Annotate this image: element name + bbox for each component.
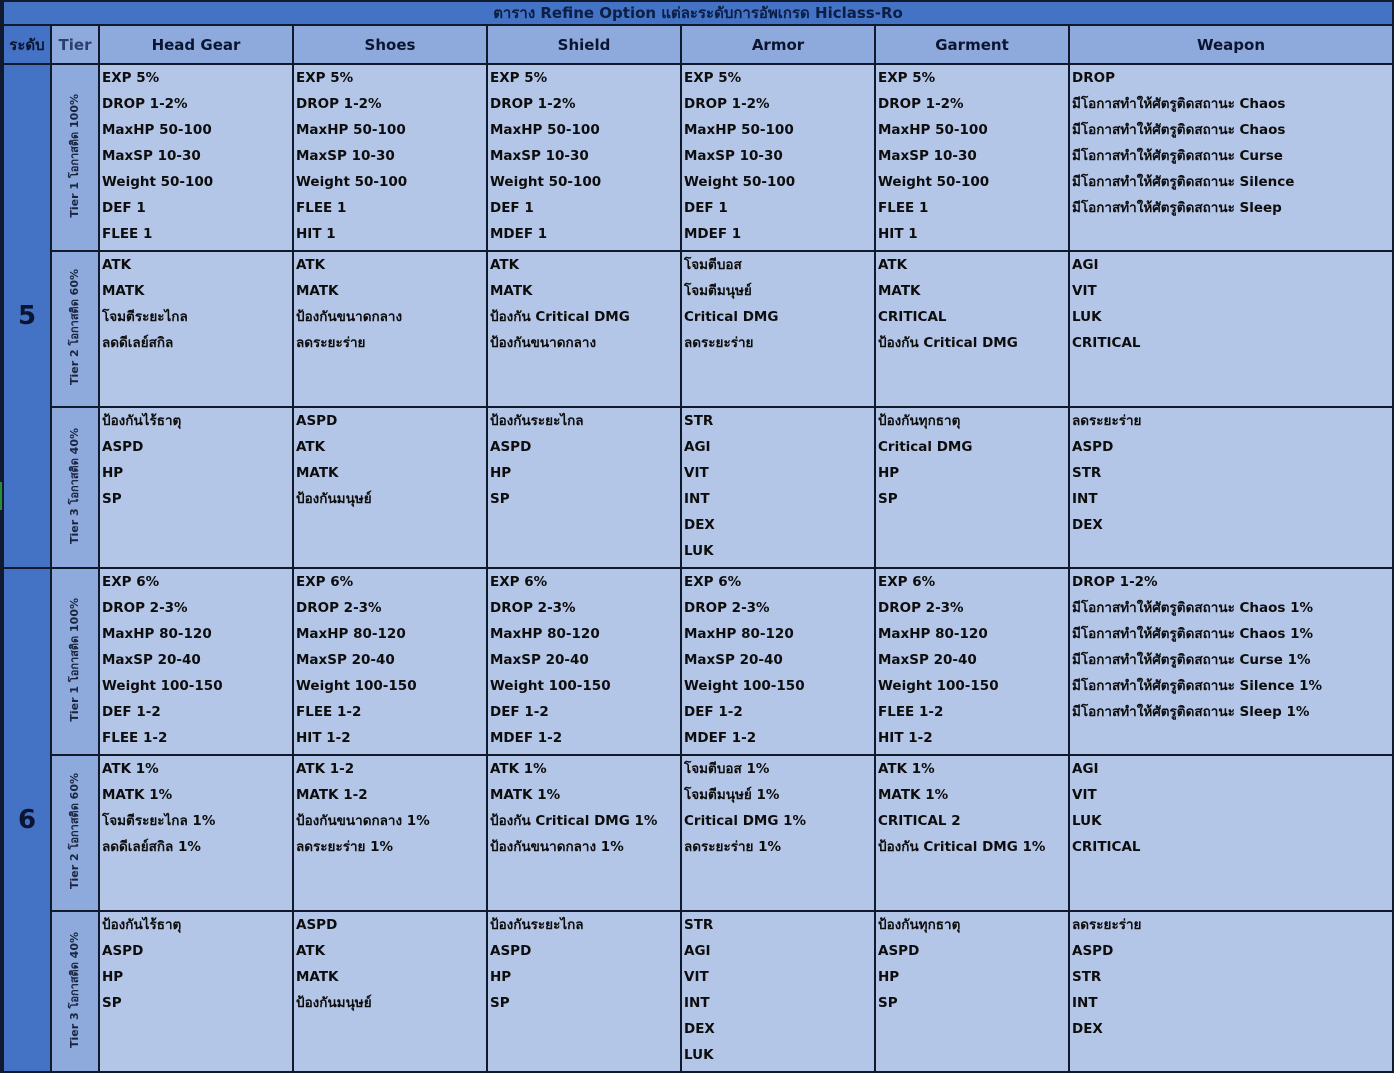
option-item: MaxSP 10-30 xyxy=(684,148,783,164)
option-item: MaxSP 20-40 xyxy=(684,652,783,668)
cell-head-gear xyxy=(99,568,293,755)
tier-row xyxy=(3,407,1393,568)
option-item: Weight 100-150 xyxy=(684,678,805,694)
option-item: ป้องกันทุกธาตุ xyxy=(878,917,961,933)
option-item: DROP 1-2% xyxy=(102,96,188,112)
option-item: LUK xyxy=(1072,309,1102,325)
cell-shoes xyxy=(293,407,487,568)
option-item: LUK xyxy=(1072,813,1102,829)
option-item: ATK xyxy=(490,257,520,273)
header-shield: Shield xyxy=(487,25,681,64)
option-list xyxy=(1070,569,1392,728)
option-item: MATK xyxy=(296,465,339,481)
cell-armor xyxy=(681,755,875,911)
option-item: Weight 100-150 xyxy=(102,678,223,694)
tier-label-cell xyxy=(51,911,99,1072)
option-item: ASPD xyxy=(296,917,338,933)
option-item: FLEE 1 xyxy=(296,200,347,216)
option-item: HP xyxy=(102,969,124,985)
option-item: ป้องกันทุกธาตุ xyxy=(878,413,961,429)
option-item: Critical DMG xyxy=(878,439,973,455)
option-item: DEX xyxy=(684,517,715,533)
option-list xyxy=(100,252,292,359)
option-item: EXP 6% xyxy=(102,574,160,590)
option-list xyxy=(294,65,486,250)
option-item: DROP 2-3% xyxy=(684,600,770,616)
option-item: DROP 1-2% xyxy=(1072,574,1158,590)
header-weapon: Weapon xyxy=(1069,25,1393,64)
option-list xyxy=(294,252,486,359)
option-item: MATK xyxy=(878,283,921,299)
option-item: MaxSP 10-30 xyxy=(490,148,589,164)
option-item: ASPD xyxy=(490,439,532,455)
option-list xyxy=(876,252,1068,359)
option-list xyxy=(488,912,680,1019)
cell-armor xyxy=(681,407,875,568)
option-item: DROP 2-3% xyxy=(490,600,576,616)
option-item: MATK xyxy=(490,283,533,299)
option-item: Weight 100-150 xyxy=(296,678,417,694)
option-list xyxy=(1070,756,1392,863)
option-item: MaxHP 80-120 xyxy=(296,626,406,642)
option-item: VIT xyxy=(1072,787,1097,803)
option-item: EXP 5% xyxy=(684,70,742,86)
option-list xyxy=(1070,408,1392,541)
option-item: LUK xyxy=(684,543,714,559)
option-item: มีโอกาสทำให้ศัตรูติดสถานะ Chaos xyxy=(1072,96,1286,112)
option-item: VIT xyxy=(684,969,709,985)
option-list xyxy=(100,569,292,754)
cell-garment xyxy=(875,568,1069,755)
option-item: DROP 2-3% xyxy=(102,600,188,616)
option-item: โจมตีระยะไกล xyxy=(102,309,188,325)
option-item: ATK 1% xyxy=(490,761,547,777)
tier-row xyxy=(3,251,1393,407)
option-item: MaxSP 10-30 xyxy=(878,148,977,164)
option-item: SP xyxy=(102,995,122,1011)
tier-row xyxy=(3,64,1393,251)
option-item: DROP xyxy=(1072,70,1115,86)
option-item: โจมตีบอส xyxy=(684,257,742,273)
option-item: ลดระยะร่าย xyxy=(1072,917,1142,933)
option-item: Weight 100-150 xyxy=(878,678,999,694)
table-title: ตาราง Refine Option แต่ละระดับการอัพเกรด Hiclass-Ro xyxy=(3,1,1393,25)
option-item: HP xyxy=(102,465,124,481)
option-item: FLEE 1-2 xyxy=(878,704,944,720)
option-item: HIT 1 xyxy=(878,226,918,242)
option-item: DEF 1 xyxy=(684,200,728,216)
option-item: DEF 1 xyxy=(102,200,146,216)
option-item: FLEE 1-2 xyxy=(102,730,168,746)
cell-garment xyxy=(875,407,1069,568)
option-item: EXP 6% xyxy=(684,574,742,590)
option-item: ลดระยะร่าย xyxy=(296,335,366,351)
cell-weapon xyxy=(1069,755,1393,911)
option-item: ป้องกันขนาดกลาง xyxy=(296,309,403,325)
option-list xyxy=(294,756,486,863)
option-item: ลดระยะร่าย xyxy=(1072,413,1142,429)
tier-label: Tier 3 โอกาสติด 40% xyxy=(68,427,81,544)
option-item: ป้องกันระยะไกล xyxy=(490,917,584,933)
option-item: ป้องกัน Critical DMG 1% xyxy=(878,839,1046,855)
option-item: ASPD xyxy=(1072,439,1114,455)
option-item: MATK 1% xyxy=(102,787,173,803)
option-item: DEX xyxy=(684,1021,715,1037)
option-list xyxy=(1070,252,1392,359)
cell-weapon xyxy=(1069,251,1393,407)
option-item: Weight 50-100 xyxy=(878,174,990,190)
option-item: มีโอกาสทำให้ศัตรูติดสถานะ Silence xyxy=(1072,174,1295,190)
option-item: SP xyxy=(878,995,898,1011)
option-item: Weight 50-100 xyxy=(102,174,214,190)
cell-shield xyxy=(487,911,681,1072)
option-item: CRITICAL 2 xyxy=(878,813,961,829)
option-item: FLEE 1 xyxy=(878,200,929,216)
option-item: ลดดีเลย์สกิล xyxy=(102,335,174,351)
option-item: SP xyxy=(878,491,898,507)
option-item: MaxHP 50-100 xyxy=(296,122,406,138)
option-item: EXP 6% xyxy=(490,574,548,590)
option-item: ATK 1-2 xyxy=(296,761,355,777)
option-list xyxy=(682,756,874,863)
option-item: Weight 50-100 xyxy=(296,174,408,190)
header-head-gear: Head Gear xyxy=(99,25,293,64)
tier-label-cell xyxy=(51,251,99,407)
option-item: DEX xyxy=(1072,517,1103,533)
cell-shield xyxy=(487,755,681,911)
cell-head-gear xyxy=(99,407,293,568)
option-item: HP xyxy=(878,465,900,481)
option-item: ATK 1% xyxy=(102,761,159,777)
option-item: MDEF 1-2 xyxy=(490,730,563,746)
option-item: ASPD xyxy=(490,943,532,959)
option-item: VIT xyxy=(684,465,709,481)
option-item: SP xyxy=(490,491,510,507)
header-armor: Armor xyxy=(681,25,875,64)
option-item: ATK xyxy=(878,257,908,273)
option-item: FLEE 1 xyxy=(102,226,153,242)
tier-label-cell xyxy=(51,568,99,755)
option-item: STR xyxy=(684,917,714,933)
option-item: HP xyxy=(490,969,512,985)
option-item: ป้องกันไร้ธาตุ xyxy=(102,413,182,429)
option-list xyxy=(294,912,486,1019)
option-item: DEF 1-2 xyxy=(490,704,549,720)
option-list xyxy=(488,252,680,359)
option-item: MaxSP 20-40 xyxy=(102,652,201,668)
option-item: ATK 1% xyxy=(878,761,935,777)
option-item: DROP 2-3% xyxy=(296,600,382,616)
cell-shoes xyxy=(293,911,487,1072)
option-item: INT xyxy=(1072,491,1098,507)
option-item: MaxHP 80-120 xyxy=(102,626,212,642)
option-item: INT xyxy=(1072,995,1098,1011)
tier-label: Tier 3 โอกาสติด 40% xyxy=(68,931,81,1048)
option-item: DEF 1-2 xyxy=(102,704,161,720)
option-item: STR xyxy=(1072,969,1102,985)
option-item: FLEE 1-2 xyxy=(296,704,362,720)
option-item: DROP 1-2% xyxy=(878,96,964,112)
option-item: ลดระยะร่าย 1% xyxy=(296,839,394,855)
option-item: ป้องกันขนาดกลาง 1% xyxy=(490,839,624,855)
option-item: AGI xyxy=(1072,257,1099,273)
tier-row xyxy=(3,568,1393,755)
cell-shield xyxy=(487,568,681,755)
option-item: มีโอกาสทำให้ศัตรูติดสถานะ Chaos 1% xyxy=(1072,600,1314,616)
option-item: DROP 2-3% xyxy=(878,600,964,616)
cell-armor xyxy=(681,568,875,755)
tier-label-cell xyxy=(51,755,99,911)
refine-option-table xyxy=(2,0,1394,1073)
option-item: Critical DMG xyxy=(684,309,779,325)
option-item: ASPD xyxy=(1072,943,1114,959)
option-item: ATK xyxy=(296,943,326,959)
option-item: MATK xyxy=(296,969,339,985)
option-list xyxy=(100,408,292,515)
option-list xyxy=(876,912,1068,1019)
option-list xyxy=(876,756,1068,863)
option-item: ASPD xyxy=(102,439,144,455)
cell-weapon xyxy=(1069,568,1393,755)
option-item: MATK 1% xyxy=(490,787,561,803)
cell-garment xyxy=(875,755,1069,911)
option-item: ATK xyxy=(296,257,326,273)
option-list xyxy=(294,569,486,754)
cell-armor xyxy=(681,251,875,407)
cell-shoes xyxy=(293,251,487,407)
option-list xyxy=(1070,912,1392,1045)
option-item: AGI xyxy=(684,439,711,455)
option-item: INT xyxy=(684,995,710,1011)
option-item: มีโอกาสทำให้ศัตรูติดสถานะ Silence 1% xyxy=(1072,678,1323,694)
cell-shoes xyxy=(293,568,487,755)
option-list xyxy=(682,65,874,250)
option-item: MaxSP 10-30 xyxy=(102,148,201,164)
option-item: DROP 1-2% xyxy=(684,96,770,112)
option-list xyxy=(488,408,680,515)
option-item: ป้องกัน Critical DMG xyxy=(878,335,1018,351)
option-list xyxy=(682,252,874,359)
option-item: MATK 1-2 xyxy=(296,787,368,803)
option-item: MaxSP 20-40 xyxy=(490,652,589,668)
option-list xyxy=(294,408,486,515)
option-item: MaxSP 20-40 xyxy=(878,652,977,668)
option-item: STR xyxy=(1072,465,1102,481)
option-item: โจมตีบอส 1% xyxy=(684,761,770,777)
option-list xyxy=(682,408,874,567)
option-item: MATK xyxy=(296,283,339,299)
cell-weapon xyxy=(1069,911,1393,1072)
cell-shield xyxy=(487,64,681,251)
option-item: ASPD xyxy=(102,943,144,959)
header-shoes: Shoes xyxy=(293,25,487,64)
option-item: MDEF 1 xyxy=(490,226,548,242)
option-item: โจมตีมนุษย์ xyxy=(684,283,752,299)
option-item: Weight 50-100 xyxy=(490,174,602,190)
option-list xyxy=(488,65,680,250)
option-item: มีโอกาสทำให้ศัตรูติดสถานะ Sleep xyxy=(1072,200,1282,216)
option-item: MaxHP 80-120 xyxy=(878,626,988,642)
option-item: MaxHP 50-100 xyxy=(878,122,988,138)
option-item: ป้องกันมนุษย์ xyxy=(296,995,372,1011)
option-item: Weight 50-100 xyxy=(684,174,796,190)
tier-label-cell xyxy=(51,64,99,251)
cell-shoes xyxy=(293,64,487,251)
option-item: ป้องกัน Critical DMG xyxy=(490,309,630,325)
option-item: Weight 100-150 xyxy=(490,678,611,694)
cell-head-gear xyxy=(99,911,293,1072)
option-item: HIT 1-2 xyxy=(296,730,351,746)
option-list xyxy=(682,912,874,1071)
option-item: STR xyxy=(684,413,714,429)
tier-label-cell xyxy=(51,407,99,568)
option-item: MATK xyxy=(102,283,145,299)
option-item: MaxHP 50-100 xyxy=(102,122,212,138)
option-item: SP xyxy=(490,995,510,1011)
option-item: MATK 1% xyxy=(878,787,949,803)
option-item: HIT 1 xyxy=(296,226,336,242)
option-item: ป้องกันระยะไกล xyxy=(490,413,584,429)
cell-armor xyxy=(681,64,875,251)
cell-weapon xyxy=(1069,64,1393,251)
option-item: CRITICAL xyxy=(1072,335,1141,351)
option-item: MaxHP 50-100 xyxy=(684,122,794,138)
cell-head-gear xyxy=(99,755,293,911)
cell-garment xyxy=(875,911,1069,1072)
option-item: AGI xyxy=(1072,761,1099,777)
option-list xyxy=(100,756,292,863)
header-garment: Garment xyxy=(875,25,1069,64)
option-item: มีโอกาสทำให้ศัตรูติดสถานะ Sleep 1% xyxy=(1072,704,1310,720)
option-item: ป้องกันขนาดกลาง 1% xyxy=(296,813,430,829)
option-item: ลดระยะร่าย 1% xyxy=(684,839,782,855)
option-item: ลดดีเลย์สกิล 1% xyxy=(102,839,201,855)
option-item: ลดระยะร่าย xyxy=(684,335,754,351)
cell-head-gear xyxy=(99,64,293,251)
header-row xyxy=(3,25,1393,64)
option-item: โจมตีระยะไกล 1% xyxy=(102,813,216,829)
option-item: ASPD xyxy=(878,943,920,959)
option-list xyxy=(876,65,1068,250)
option-item: ATK xyxy=(296,439,326,455)
option-item: EXP 6% xyxy=(878,574,936,590)
option-item: DEX xyxy=(1072,1021,1103,1037)
option-list xyxy=(488,756,680,863)
option-list xyxy=(876,408,1068,515)
option-item: DEF 1-2 xyxy=(684,704,743,720)
tier-label: Tier 2 โอกาสติด 60% xyxy=(68,269,81,385)
option-item: EXP 5% xyxy=(878,70,936,86)
option-item: EXP 6% xyxy=(296,574,354,590)
option-item: CRITICAL xyxy=(1072,839,1141,855)
cell-shield xyxy=(487,407,681,568)
option-item: AGI xyxy=(684,943,711,959)
option-item: มีโอกาสทำให้ศัตรูติดสถานะ Chaos xyxy=(1072,122,1286,138)
cell-shield xyxy=(487,251,681,407)
option-item: EXP 5% xyxy=(296,70,354,86)
header-level: ระดับ xyxy=(3,25,51,64)
option-item: MaxHP 80-120 xyxy=(684,626,794,642)
tier-label: Tier 2 โอกาสติด 60% xyxy=(68,773,81,889)
option-item: ป้องกันขนาดกลาง xyxy=(490,335,597,351)
option-item: ATK xyxy=(102,257,132,273)
tier-row xyxy=(3,911,1393,1072)
option-list xyxy=(1070,65,1392,224)
option-item: CRITICAL xyxy=(878,309,947,325)
option-list xyxy=(100,912,292,1019)
option-item: LUK xyxy=(684,1047,714,1063)
header-tier: Tier xyxy=(51,25,99,64)
option-item: VIT xyxy=(1072,283,1097,299)
option-item: DROP 1-2% xyxy=(296,96,382,112)
option-item: HP xyxy=(878,969,900,985)
option-item: SP xyxy=(102,491,122,507)
option-list xyxy=(876,569,1068,754)
option-list xyxy=(682,569,874,754)
option-item: มีโอกาสทำให้ศัตรูติดสถานะ Curse xyxy=(1072,148,1283,164)
option-item: DEF 1 xyxy=(490,200,534,216)
option-item: ป้องกันมนุษย์ xyxy=(296,491,372,507)
tier-label: Tier 1 โอกาสติด 100% xyxy=(68,597,81,722)
option-item: HP xyxy=(490,465,512,481)
option-item: ASPD xyxy=(296,413,338,429)
option-item: HIT 1-2 xyxy=(878,730,933,746)
tier-label: Tier 1 โอกาสติด 100% xyxy=(68,93,81,218)
cell-head-gear xyxy=(99,251,293,407)
option-item: EXP 5% xyxy=(102,70,160,86)
option-item: มีโอกาสทำให้ศัตรูติดสถานะ Chaos 1% xyxy=(1072,626,1314,642)
level-cell: 6 xyxy=(3,568,51,1072)
option-list xyxy=(100,65,292,250)
option-item: INT xyxy=(684,491,710,507)
option-item: Critical DMG 1% xyxy=(684,813,807,829)
option-item: โจมตีมนุษย์ 1% xyxy=(684,787,780,803)
cell-armor xyxy=(681,911,875,1072)
option-list xyxy=(488,569,680,754)
option-item: MaxHP 80-120 xyxy=(490,626,600,642)
option-item: MDEF 1-2 xyxy=(684,730,757,746)
option-item: MaxSP 20-40 xyxy=(296,652,395,668)
option-item: DROP 1-2% xyxy=(490,96,576,112)
cell-weapon xyxy=(1069,407,1393,568)
tier-row xyxy=(3,755,1393,911)
option-item: ป้องกัน Critical DMG 1% xyxy=(490,813,658,829)
option-item: MDEF 1 xyxy=(684,226,742,242)
option-item: มีโอกาสทำให้ศัตรูติดสถานะ Curse 1% xyxy=(1072,652,1311,668)
cell-shoes xyxy=(293,755,487,911)
cell-garment xyxy=(875,64,1069,251)
option-item: MaxHP 50-100 xyxy=(490,122,600,138)
option-item: MaxSP 10-30 xyxy=(296,148,395,164)
level-cell: 5 xyxy=(3,64,51,568)
option-item: ป้องกันไร้ธาตุ xyxy=(102,917,182,933)
option-item: EXP 5% xyxy=(490,70,548,86)
cell-garment xyxy=(875,251,1069,407)
